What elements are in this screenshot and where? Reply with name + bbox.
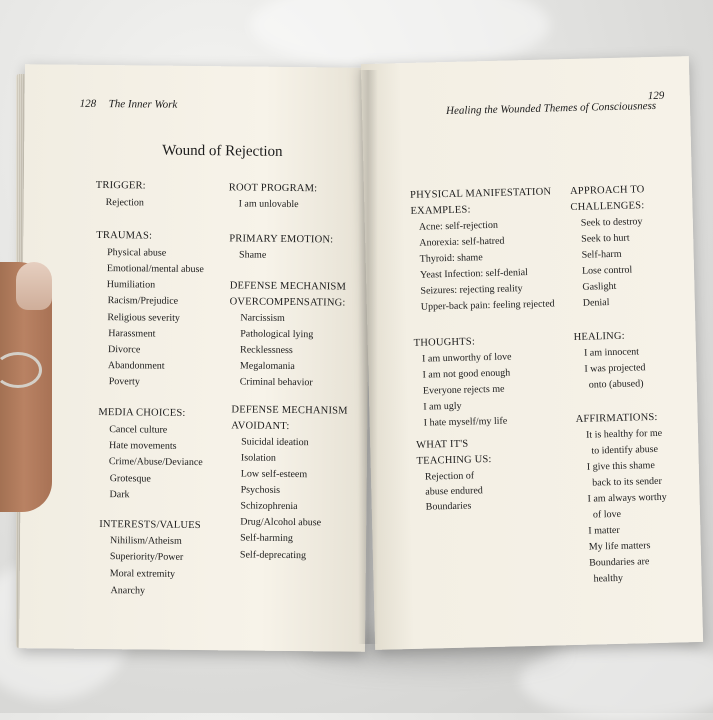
list-item: Psychosis <box>240 484 281 496</box>
list-item: Emotional/mental abuse <box>106 263 204 276</box>
list-item: healthy <box>593 572 624 585</box>
list-item: onto (abused) <box>588 378 644 391</box>
list-item: Recklessness <box>240 344 293 357</box>
section-heading: TEACHING US: <box>416 454 492 467</box>
list-item: Harassment <box>108 328 156 340</box>
list-item: I am not good enough <box>422 367 511 381</box>
list-item: Poverty <box>108 376 140 388</box>
list-item: Moral extremity <box>109 568 176 580</box>
list-item: Isolation <box>240 452 277 464</box>
list-item: Megalomania <box>239 360 295 373</box>
list-item: Physical abuse <box>107 247 167 259</box>
list-item: Acne: self-rejection <box>418 219 499 233</box>
list-item: Shame <box>239 249 267 261</box>
list-item: Denial <box>582 297 610 309</box>
list-item: Seek to destroy <box>580 216 643 229</box>
list-item: I was projected <box>584 362 646 375</box>
list-item: Drug/Alcohol abuse <box>240 516 322 529</box>
section-heading: TRAUMAS: <box>96 229 153 242</box>
list-item: Religious severity <box>107 312 180 324</box>
list-item: Anarchy <box>110 585 146 597</box>
list-item: I am unlovable <box>238 198 299 211</box>
list-item: It is healthy for me <box>585 427 663 441</box>
list-item: I am ugly <box>423 400 462 413</box>
list-item: Suicidal ideation <box>241 436 309 449</box>
list-item: Humiliation <box>106 279 156 291</box>
list-item: Cancel culture <box>109 424 168 436</box>
list-item: Seek to hurt <box>581 232 630 245</box>
list-item: Upper-back pain: feeling rejected <box>420 298 555 313</box>
list-item: Criminal behavior <box>239 376 313 389</box>
list-item: of love <box>592 508 622 521</box>
section-heading: HEALING: <box>573 330 625 343</box>
list-item: Rejection of <box>424 470 475 483</box>
list-item: Superiority/Power <box>109 551 184 563</box>
list-item: Gaslight <box>582 280 617 293</box>
list-item: back to its sender <box>592 475 663 489</box>
section-heading: AVOIDANT: <box>231 420 290 432</box>
list-item: I am always worthy <box>587 491 667 505</box>
section-heading: DEFENSE MECHANISM <box>229 280 347 293</box>
list-item: Rejection <box>105 197 145 209</box>
list-item: I give this shame <box>586 460 655 473</box>
list-item: Nihilism/Atheism <box>110 535 182 547</box>
list-item: Abandonment <box>107 360 165 372</box>
section-heading: DEFENSE MECHANISM <box>231 404 348 417</box>
section-heading: EXAMPLES: <box>410 204 471 217</box>
left-page <box>19 64 371 652</box>
section-heading: OVERCOMPENSATING: <box>229 296 346 309</box>
list-item: I matter <box>588 524 620 537</box>
list-item: Self-harm <box>581 248 622 261</box>
section-heading: AFFIRMATIONS: <box>575 411 658 425</box>
list-item: Seizures: rejecting reality <box>420 283 523 297</box>
book-gutter <box>358 70 378 644</box>
list-item: Self-deprecating <box>239 549 307 562</box>
list-item: Low self-esteem <box>240 468 308 481</box>
page-number: 129 <box>647 89 665 103</box>
list-item: Lose control <box>581 264 633 277</box>
section-heading: PHYSICAL MANIFESTATION <box>409 186 552 201</box>
section-heading: ROOT PROGRAM: <box>228 182 318 195</box>
running-head: The Inner Work <box>108 98 178 111</box>
chapter-title: Wound of Rejection <box>162 142 283 160</box>
list-item: Boundaries are <box>589 556 650 569</box>
section-heading: TRIGGER: <box>95 179 146 192</box>
list-item: I am unworthy of love <box>421 351 512 365</box>
list-item: Schizophrenia <box>240 500 298 513</box>
section-heading: APPROACH TO <box>569 184 645 198</box>
list-item: Crime/Abuse/Deviance <box>108 456 203 469</box>
list-item: Pathological lying <box>240 328 314 341</box>
section-heading: PRIMARY EMOTION: <box>229 233 334 246</box>
list-item: Self-harming <box>240 532 293 545</box>
list-item: Hate movements <box>109 440 177 452</box>
running-head: Healing the Wounded Themes of Consciousness <box>445 99 657 118</box>
list-item: My life matters <box>588 540 651 553</box>
list-item: Everyone rejects me <box>422 383 505 397</box>
section-heading: CHALLENGES: <box>570 200 645 214</box>
list-item: to identify abuse <box>591 443 659 457</box>
list-item: Divorce <box>108 344 141 356</box>
list-item: abuse endured <box>425 485 483 498</box>
list-item: Anorexia: self-hatred <box>419 235 505 249</box>
list-item: Narcissism <box>240 312 285 324</box>
list-item: I hate myself/my life <box>423 415 508 429</box>
right-page <box>361 56 703 650</box>
list-item: Racism/Prejudice <box>107 295 179 307</box>
page-number: 128 <box>79 97 97 110</box>
fingernail <box>16 262 52 310</box>
list-item: Dark <box>109 489 130 501</box>
list-item: Boundaries <box>425 500 472 513</box>
section-heading: INTERESTS/VALUES <box>99 519 201 532</box>
list-item: I am innocent <box>583 346 640 359</box>
section-heading: MEDIA CHOICES: <box>98 406 186 419</box>
section-heading: WHAT IT'S <box>416 438 469 451</box>
list-item: Yeast Infection: self-denial <box>419 267 529 281</box>
list-item: Thyroid: shame <box>419 252 483 265</box>
list-item: Grotesque <box>109 473 151 485</box>
section-heading: THOUGHTS: <box>413 336 476 349</box>
